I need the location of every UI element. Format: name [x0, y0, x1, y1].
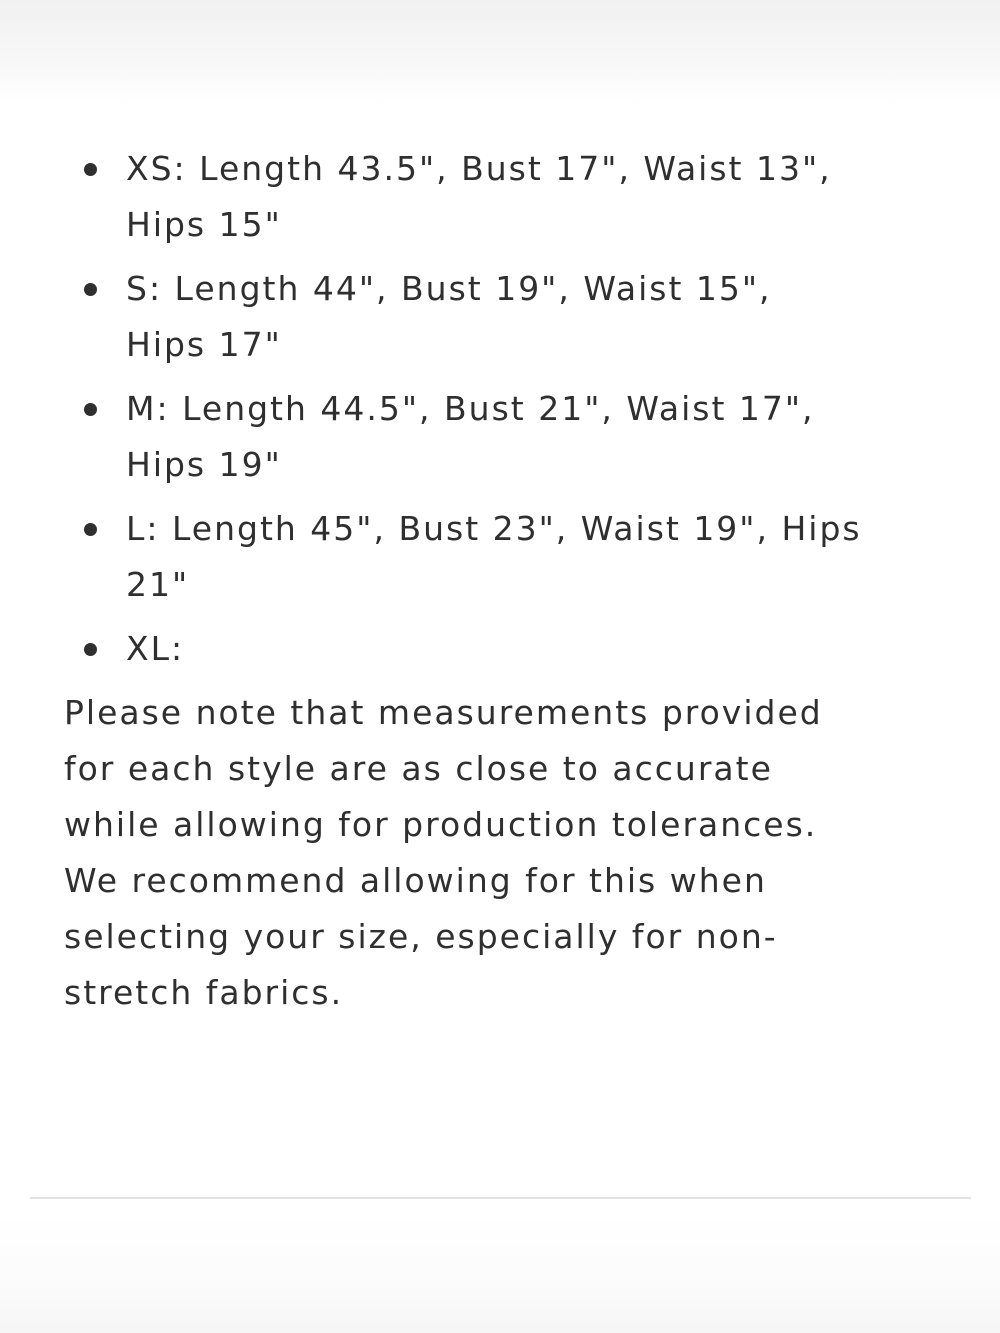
size-item-s: [64, 261, 864, 373]
size-guide-content: [64, 141, 864, 1021]
size-item-l: [64, 501, 864, 613]
bullet-icon: [84, 523, 97, 536]
bullet-icon: [84, 163, 97, 176]
measurement-note: Please note that measurements provided for each style are as close to accurate while allowing for production tolerances. We recommend allowing for this when selecting your size, especially for non-stretch fabrics.: [64, 693, 823, 1012]
size-item-m: [64, 381, 864, 493]
bullet-icon: [84, 283, 97, 296]
bullet-icon: [84, 403, 97, 416]
size-item-label: XS: Length 43.5", Bust 17", Waist 13", Hips 15": [126, 149, 832, 244]
size-item-label: XL:: [126, 629, 185, 668]
bullet-icon: [84, 643, 97, 656]
size-list: [64, 141, 864, 677]
divider: [30, 1197, 971, 1199]
size-item-xl: [64, 621, 864, 677]
size-item-label: M: Length 44.5", Bust 21", Waist 17", Hips 19": [126, 389, 815, 484]
bottom-fade: [0, 1215, 1000, 1333]
size-item-label: L: Length 45", Bust 23", Waist 19", Hips 21": [126, 509, 862, 604]
top-fade: [0, 0, 1000, 105]
size-item-label: S: Length 44", Bust 19", Waist 15", Hips 17": [126, 269, 772, 364]
size-item-xs: [64, 141, 864, 253]
